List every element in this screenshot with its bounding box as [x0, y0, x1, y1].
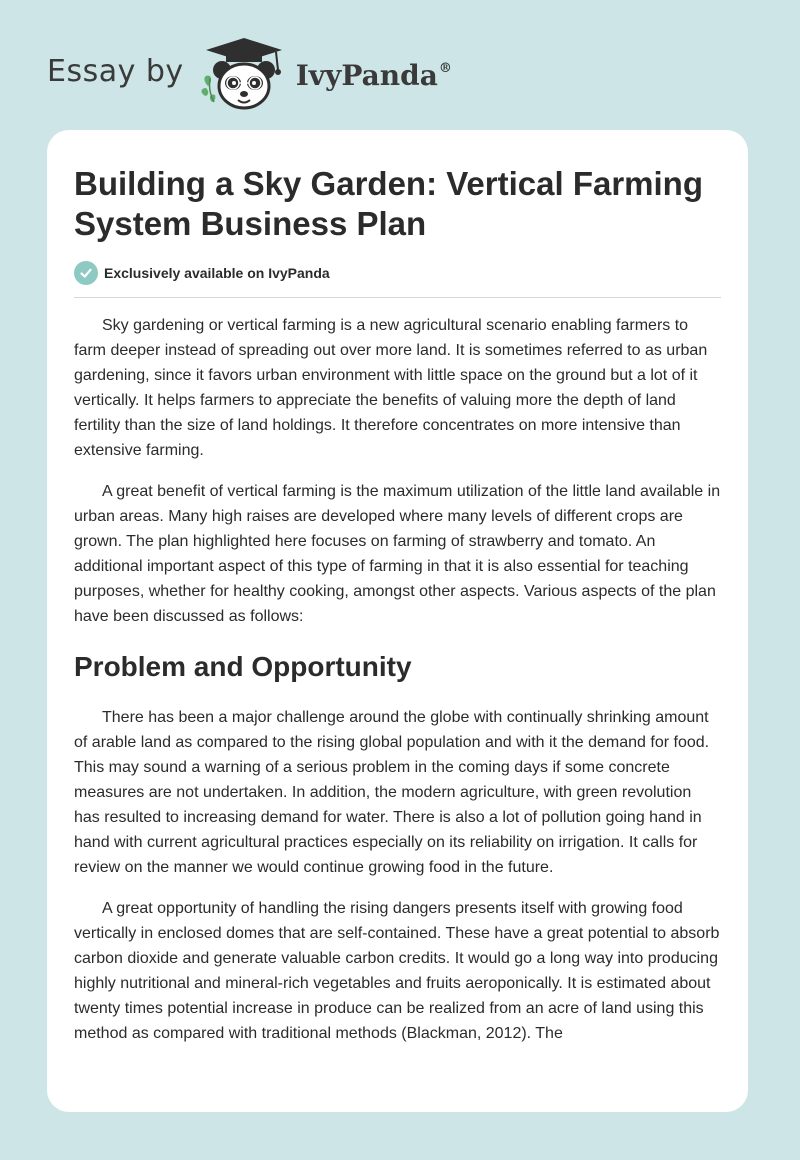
paragraph: A great benefit of vertical farming is the maximum utilization of the little land available in urban areas. Many high raises are developed where many levels of different crops are grown. The plan highlighted here focuses on farming of strawberry and tomato. An additional important aspect of this type of farming in that it is also essential for teaching purposes, whether for healthy cooking, amongst other aspects. Various aspects of the plan have been discussed as follows:: [74, 483, 721, 625]
panda-graduate-icon[interactable]: [198, 36, 290, 112]
essay-card: [47, 130, 748, 1112]
site-header: [47, 36, 452, 112]
check-icon: [74, 261, 98, 285]
paragraph: A great opportunity of handling the rising dangers presents itself with growing food vertically in enclosed domes that are self-contained. These have a great potential to absorb carbon dioxide and generate valuable carbon credits. It would go a long way into producing highly nutritional and mineral-rich vegetables and fruits aeroponically. It is estimated about twenty times potential increase in produce can be realized from an acre of land using this method as compared with traditional methods (Blackman, 2012). The: [74, 900, 720, 1042]
essay-by-label: Essay by: [47, 53, 184, 89]
exclusive-label: Exclusively available on IvyPanda: [104, 265, 330, 281]
paragraph: Sky gardening or vertical farming is a new agricultural scenario enabling farmers to farm deeper instead of spreading out over more land. It is sometimes referred to as urban gardening, since it favors urban environment with little space on the ground but a lot of it vertically. It helps farmers to appreciate the benefits of valuing more the depth of land fertility than the size of land holdings. It therefore concentrates on more intensive than extensive farming.: [74, 317, 708, 459]
section-heading: Problem and Opportunity: [74, 651, 412, 682]
brand-name[interactable]: IvyPanda®: [295, 58, 452, 92]
paragraph: There has been a major challenge around the globe with continually shrinking amount of arable land as compared to the rising global population and with it the demand for food. This may sound a warning of a serious problem in the coming days if some concrete measures are not undertaken. In addition, the modern agriculture, with green revolution has resulted to increasing demand for water. There is also a lot of pollution going hand in hand with current agricultural practices especially on its reliability on irrigation. It calls for review on the manner we would continue growing food in the future.: [74, 709, 710, 876]
essay-title: Building a Sky Garden: Vertical Farming System Business Plan: [74, 165, 703, 242]
registered-mark: ®: [438, 60, 452, 76]
exclusive-badge: [74, 261, 721, 298]
